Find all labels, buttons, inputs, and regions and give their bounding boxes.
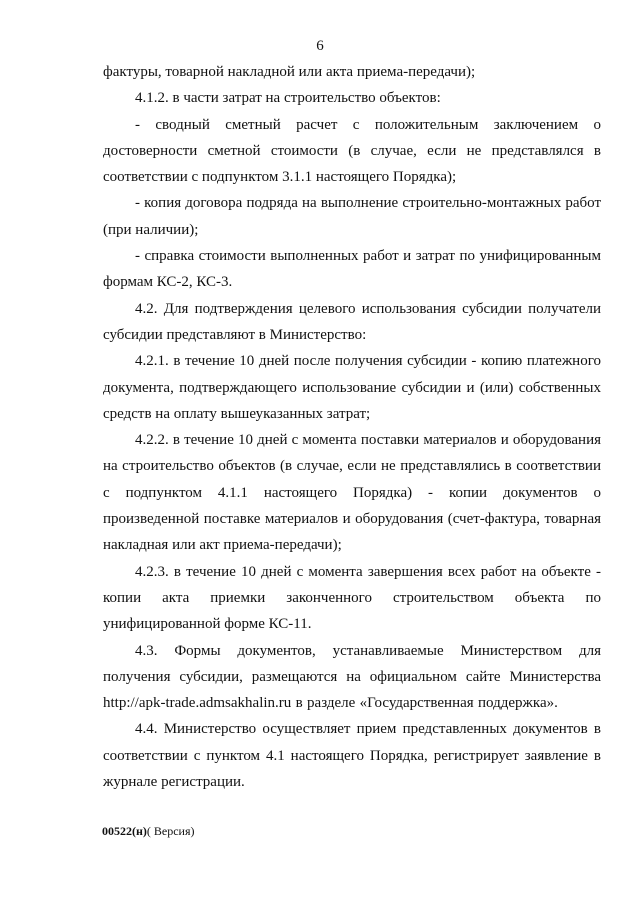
paragraph-4-2: 4.2. Для подтверждения целевого использования субсидии получатели субсидии представляют в Министерство: (103, 300, 601, 343)
list-item-contract: - копия договора подряда на выполнение строительно-монтажных работ (при наличии); (103, 195, 601, 238)
list-item-estimate: - сводный сметный расчет с положительным заключением о достоверности сметной стоимости (в случае, если не представлялся в соответствии с подпунктом 3.1.1 настоящего Порядка); (103, 116, 601, 186)
paragraph-4-3: 4.3. Формы документов, устанавливаемые Министерством для получения субсидии, размещаются на официальном сайте Министерства http://apk-trade.admsakhalin.ru в разделе «Государственная поддержка». (103, 642, 601, 712)
paragraph-4-2-3: 4.2.3. в течение 10 дней с момента завершения всех работ на объекте - копии акта приемки законченного строительством объекта по унифицированной форме КС-11. (103, 563, 601, 633)
document-body (103, 59, 601, 795)
paragraph-4-2-2: 4.2.2. в течение 10 дней с момента поставки материалов и оборудования на строительство объектов (в случае, если не представлялись в соответствии с подпунктом 4.1.1 настоящего Порядка) - копии документов о произведенной поставке материалов и оборудования (счет-фактура, товарная накладная или акт приема-передачи); (103, 432, 601, 554)
paragraph-4-1-2: 4.1.2. в части затрат на строительство объектов: (135, 90, 441, 107)
list-item-cost-certificate: - справка стоимости выполненных работ и затрат по унифицированным формам КС-2, КС-3. (103, 248, 601, 291)
paragraph-4-2-1: 4.2.1. в течение 10 дней после получения субсидии - копию платежного документа, подтверждающего использование субсидии и (или) собственных средств на оплату вышеуказанных затрат; (103, 353, 601, 422)
document-version: ( Версия) (146, 824, 195, 838)
page-number: 6 (316, 38, 324, 54)
paragraph-4-4: 4.4. Министерство осуществляет прием представленных документов в соответствии с пунктом 4.1 настоящего Порядка, регистрирует заявление в журнале регистрации. (103, 721, 601, 791)
paragraph-continuation: фактуры, товарной накладной или акта приема-передачи); (103, 64, 476, 80)
document-footer (102, 824, 195, 838)
document-code: 00522(н) (102, 824, 147, 838)
